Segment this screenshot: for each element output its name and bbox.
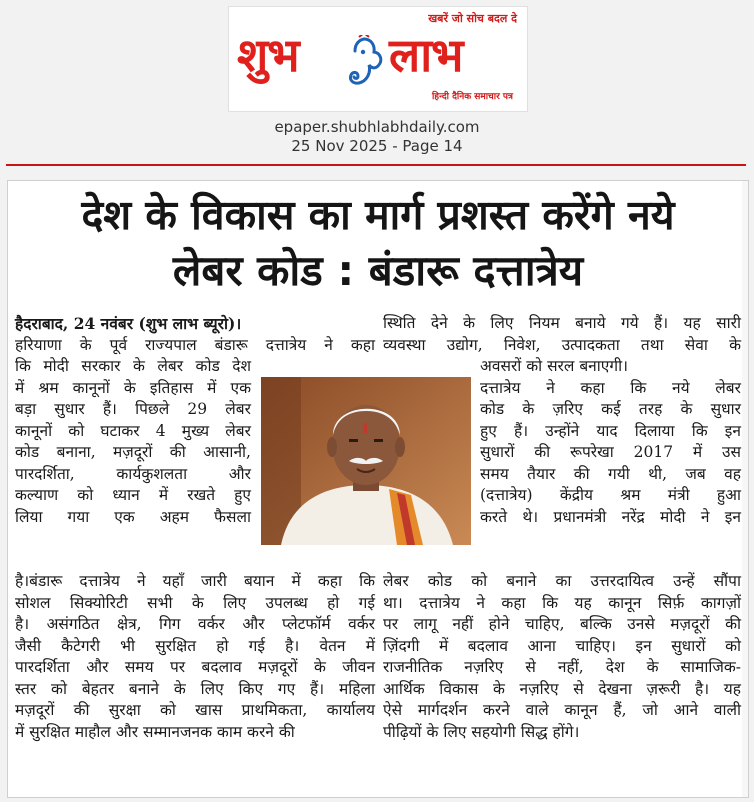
text-line: दत्तात्रेय ने कहा कि नये लेबर [480, 378, 741, 397]
text-line: जैसी कैटेगरी भी सुरक्षित हो गई है। वेतन में [15, 636, 375, 655]
right-column-narrow [480, 356, 741, 528]
logo-word-shubh: शुभ [237, 28, 299, 82]
text-line: सोशल सिक्योरिटी सभी के लिए उपलब्ध हो गई [15, 593, 375, 612]
text-line: हुए हैं। उन्होंने याद दिलाया कि इन [480, 421, 741, 440]
page-edge [742, 181, 748, 797]
article-photo [261, 377, 471, 545]
text-line: था। दत्तात्रेय ने कहा कि यह कानून सिर्फ़ कागज़ों [383, 593, 741, 612]
masthead-subtagline: हिन्दी दैनिक समाचार पत्र [431, 92, 513, 102]
text-line: ऐसे मार्गदर्शन करने वाले कानून हैं, जो आने वाली [383, 701, 741, 719]
text-line: पारदर्शिता, कार्यकुशलता और [15, 464, 251, 483]
text-line: लेबर कोड को बनाने का उत्तरदायित्व उन्हें सौंपा [383, 572, 741, 590]
ganesha-logo-icon [341, 35, 387, 87]
source-info [0, 118, 754, 156]
text-line: (दत्तात्रेय) केंद्रीय श्रम मंत्री हुआ [480, 486, 741, 504]
dateline: हैदराबाद, 24 नवंबर (शुभ लाभ ब्यूरो)। [15, 314, 242, 333]
text-line: पर लागू नहीं होने चाहिए, बल्कि उनसे मज़दूरों की [383, 615, 741, 633]
text-line: में श्रम कानूनों के इतिहास में एक [15, 378, 251, 397]
text-line: है। असंगठित क्षेत्र, गिग वर्कर और प्लेटफॉर्म वर्कर [15, 615, 375, 633]
source-site-link[interactable]: epaper.shubhlabhdaily.com [274, 118, 480, 136]
text-line: मज़दूरों की सुरक्षा को खास प्राथमिकता, कार्यालय [15, 701, 375, 719]
text-line: सुधारों की रूपरेखा 2017 में उस [480, 443, 741, 461]
text-line: लिया गया एक अहम फैसला [15, 507, 251, 526]
logo-word-labh: लाभ [389, 28, 463, 82]
text-line: व्यवस्था उद्योग, निवेश, उत्पादकता तथा सेवा के [383, 335, 741, 354]
text-line: हरियाणा के पूर्व राज्यपाल बंडारू दत्तात्रेय ने कहा [15, 335, 375, 354]
text-line: कोड बनाना, मज़दूरों की आसानी, [15, 443, 251, 461]
text-line: बड़ा सुधार हैं। पिछले 29 लेबर [15, 400, 251, 418]
text-line: करते थे। प्रधानमंत्री नरेंद्र मोदी ने इन [480, 507, 741, 526]
masthead-tagline: खबरें जो सोच बदल दे [428, 12, 517, 25]
source-date-page: 25 Nov 2025 - Page 14 [291, 137, 463, 155]
portrait-image [261, 377, 471, 545]
left-column-lower [15, 571, 375, 743]
header-rule [6, 164, 746, 166]
text-line: अवसरों को सरल बनाएगी। [480, 357, 628, 375]
headline-line-2: लेबर कोड : बंडारू दत्तात्रेय [172, 246, 584, 295]
text-line: ज़िंदगी में बदलाव आना चाहिए। इन सुधारों को [383, 636, 741, 655]
right-column-lower [383, 571, 741, 743]
text-line: में सुरक्षित माहौल और सम्मानजनक काम करने की [15, 722, 295, 741]
text-line: पारदर्शिता और समय पर बदलाव मज़दूरों के जीवन [15, 658, 375, 676]
headline-line-1: देश के विकास का मार्ग प्रशस्त करेंगे नये [81, 191, 675, 239]
text-line: आर्थिक विकास के नज़रिए से देखना ज़रूरी है। यह [383, 679, 741, 698]
text-line: कानूनों को घटाकर 4 मुख्य लेबर [15, 421, 251, 440]
text-line: राजनीतिक नज़रिए से नहीं, देश के सामाजिक- [383, 658, 741, 676]
left-column-narrow [15, 356, 251, 528]
text-line: कोड के ज़रिए कई तरह के सुधार [480, 400, 741, 418]
text-line: स्तर को बेहतर बनाने के लिए किए गए हैं। महिला [15, 679, 375, 698]
text-line: है।बंडारू दत्तात्रेय ने यहाँ जारी बयान में कहा कि [15, 572, 375, 590]
text-line: स्थिति देने के लिए नियम बनाये गये हैं। यह सारी [383, 314, 741, 332]
masthead-logo [228, 6, 528, 112]
article-clipping [7, 180, 749, 798]
text-line: कि मोदी सरकार के लेबर कोड देश [15, 357, 251, 375]
text-line: समय तैयार की गयी थी, जब वह [480, 464, 741, 483]
right-column-top [383, 313, 741, 356]
left-column [15, 313, 375, 356]
text-line: पीढ़ियों के लिए सहयोगी सिद्ध होंगे। [383, 722, 580, 741]
text-line: कल्याण को ध्यान में रखते हुए [15, 486, 251, 504]
